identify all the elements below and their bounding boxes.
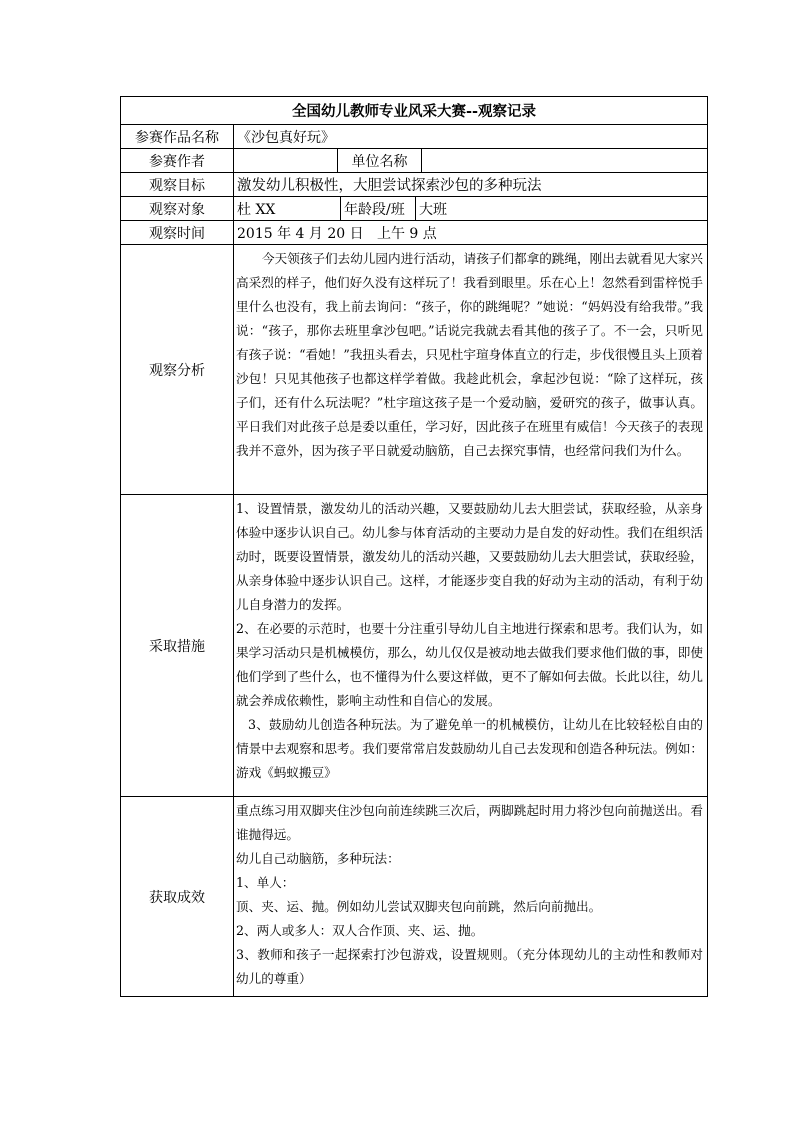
work-name-value: 《沙包真好玩》 xyxy=(237,129,335,146)
results-row xyxy=(121,796,707,996)
measures-item: 1、设置情景，激发幼儿的活动兴趣，又要鼓励幼儿去大胆尝试，获取经验，从亲身体验中逐步认识自己。幼儿参与体育活动的主要动力是自发的好动性。我们在组织活动时，既要设置情景，激发幼儿的活动兴趣，又要鼓励幼儿去大胆尝试，获取经验，从亲身体验中逐步认识自己。这样，才能逐步变自我的好动为主动的活动，有利于幼儿自身潜力的发挥。 xyxy=(236,501,703,612)
analysis-label: 观察分析 xyxy=(121,245,234,494)
measures-item: 3、鼓励幼儿创造各种玩法。为了避免单一的机械模仿，让幼儿在比较轻松自由的情景中去观察和思考。我们要常常启发鼓励幼儿自己去发现和创造各种玩法。例如：游戏《蚂蚁搬豆》 xyxy=(236,717,703,780)
target-row xyxy=(121,196,707,220)
results-item: 1、单人： xyxy=(236,875,295,890)
work-name-label: 参赛作品名称 xyxy=(121,125,234,148)
goal-value: 激发幼儿积极性，大胆尝试探索沙包的多种玩法 xyxy=(237,178,542,194)
measures-item: 2、在必要的示范时，也要十分注重引导幼儿自主地进行探索和思考。我们认为，如果学习活动只是机械模仿，那么，幼儿仅仅是被动地去做我们要求他们做的事，即使他们学到了些什么，也不懂得为什么要这样做，更不了解如何去做。长此以往，幼儿就会养成依赖性，影响主动性和自信心的发展。 xyxy=(236,621,703,708)
time-label: 观察时间 xyxy=(121,221,234,244)
time-value: 2015 年 4 月 20 日 上午 9 点 xyxy=(237,225,437,242)
results-item: 3、教师和孩子一起探索打沙包游戏，设置规则。（充分体现幼儿的主动性和教师对幼儿的尊重） xyxy=(236,947,703,986)
title-row xyxy=(121,97,707,124)
author-value xyxy=(234,149,338,172)
goal-label: 观察目标 xyxy=(121,173,234,196)
goal-row xyxy=(121,172,707,196)
results-item: 2、两人或多人：双人合作顶、夹、运、抛。 xyxy=(236,923,484,938)
measures-label: 采取措施 xyxy=(121,495,234,796)
target-label: 观察对象 xyxy=(121,197,234,220)
measures-row xyxy=(121,494,707,796)
age-class-value: 大班 xyxy=(419,201,447,218)
work-name-row xyxy=(121,124,707,148)
analysis-row xyxy=(121,244,707,494)
measures-text xyxy=(234,495,707,796)
unit-value xyxy=(422,149,707,172)
observation-record-table xyxy=(120,96,708,997)
results-item: 顶、夹、运、抛。例如幼儿尝试双脚夹包向前跳，然后向前抛出。 xyxy=(236,899,602,914)
analysis-paragraph: 今天领孩子们去幼儿园内进行活动，请孩子们都拿的跳绳，刚出去就看见大家兴高采烈的样子，他们好久没有这样玩了！我看到眼里。乐在心上！忽然看到雷梓悦手里什么也没有，我上前去询问：“孩子，你的跳绳呢？”她说：“妈妈没有给我带。”我说：“孩子，那你去班里拿沙包吧。”话说完我就去看其他的孩子了。不一会，只听见有孩子说：“看她！”我扭头看去，只见杜宇瑄身体直立的行走，步伐很慢且头上顶着沙包！只见其他孩子也都这样学着做。我趁此机会，拿起沙包说：“除了这样玩，孩子们，还有什么玩法呢？”杜宇瑄这孩子是一个爱动脑，爱研究的孩子，做事认真。平日我们对此孩子总是委以重任，学习好，因此孩子在班里有威信！今天孩子的表现我并不意外，因为孩子平日就爱动脑筋，自己去探究事情，也经常问我们为什么。 xyxy=(236,251,703,458)
results-item: 重点练习用双脚夹住沙包向前连续跳三次后，两脚跳起时用力将沙包向前抛送出。看谁抛得远。 xyxy=(236,803,703,842)
time-row xyxy=(121,220,707,244)
results-label: 获取成效 xyxy=(121,797,234,996)
analysis-text xyxy=(234,245,707,494)
age-class-label: 年龄段/班 xyxy=(341,197,416,220)
target-value: 杜 XX xyxy=(234,197,341,220)
author-row xyxy=(121,148,707,172)
results-text xyxy=(234,797,707,996)
table-title: 全国幼儿教师专业风采大赛--观察记录 xyxy=(291,103,537,120)
results-item: 幼儿自己动脑筋，多种玩法： xyxy=(236,851,400,866)
unit-label: 单位名称 xyxy=(338,149,422,172)
author-label: 参赛作者 xyxy=(121,149,234,172)
